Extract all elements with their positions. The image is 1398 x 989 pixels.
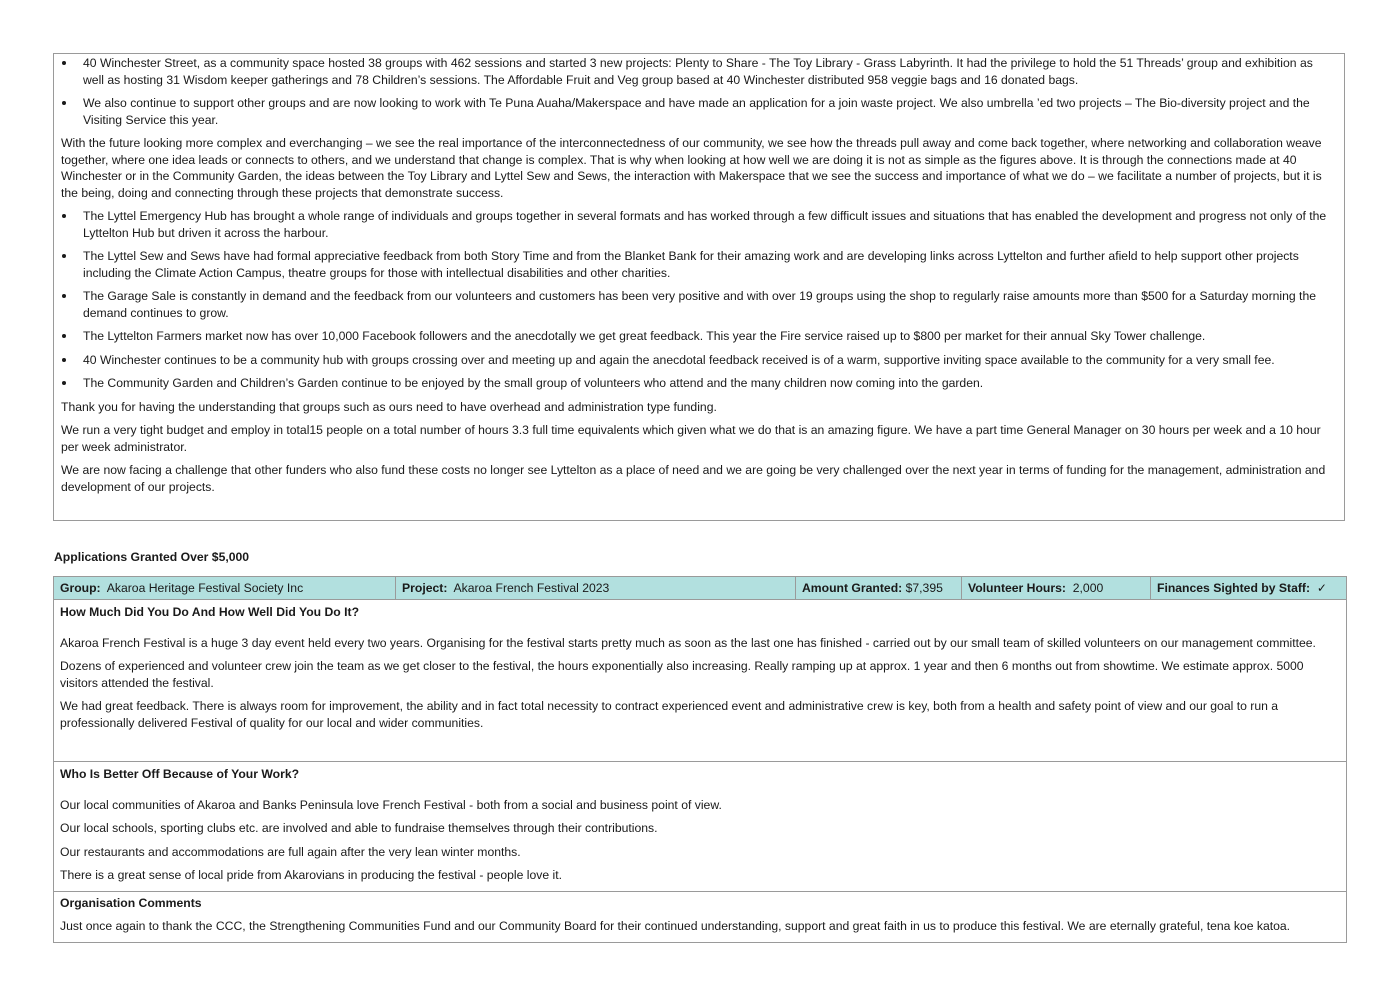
comments-row xyxy=(54,891,1347,942)
finances-cell xyxy=(1151,577,1347,600)
comments-cell xyxy=(54,891,1347,942)
bullet-list-top xyxy=(61,55,1334,128)
list-item xyxy=(61,208,1334,241)
list-item xyxy=(61,248,1334,281)
how-much-paragraph: Dozens of experienced and volunteer crew join the team as we get closer to the festival, the hours exponentially also increasing. Really ramping up at approx. 1 year and then 6 months out from showtime. We estimate approx. 5000 visitors attended the festival. xyxy=(60,659,1304,690)
report-text-box xyxy=(53,53,1345,521)
bullet-text: 40 Winchester continues to be a community hub with groups crossing over and meeting up and again the anecdotal feedback received is of a warm, supportive inviting space available to the community for a very small fee. xyxy=(83,352,1275,367)
volunteer-hours-label: Volunteer Hours: xyxy=(968,580,1066,595)
list-item xyxy=(61,288,1334,321)
volunteer-hours-cell xyxy=(962,577,1151,600)
project-value: Akaroa French Festival 2023 xyxy=(453,580,610,595)
amount-label: Amount Granted: xyxy=(802,580,903,595)
bullet-text: The Lyttel Emergency Hub has brought a whole range of individuals and groups together in several formats and has worked through a few difficult issues and situations that has enabled the development and progress not only of the Lyttelton Hub but driven it across the harbour. xyxy=(83,209,1327,240)
amount-cell xyxy=(796,577,962,600)
bullet-list-mid xyxy=(61,208,1334,392)
checkmark-icon: ✓ xyxy=(1316,580,1328,595)
paragraph-budget: We run a very tight budget and employ in total15 people on a total number of hours 3.3 full time equivalents which given what we do that is an amazing figure. We have a part time General Manager on 30 hours per week and a 10 hour per week administrator. xyxy=(61,423,1321,454)
bullet-icon xyxy=(62,61,66,65)
how-much-paragraph: We had great feedback. There is always room for improvement, the ability and in fact total necessity to contract experienced event and administrative crew is key, both from a health and safety point of view and our goal to run a professionally delivered Festival of quality for our local and wider communities. xyxy=(60,699,1279,730)
better-off-title: Who Is Better Off Because of Your Work? xyxy=(60,767,300,781)
project-label: Project: xyxy=(402,580,448,595)
better-off-paragraph: Our local schools, sporting clubs etc. are involved and able to fundraise themselves through their contributions. xyxy=(60,821,658,835)
section-heading: Applications Granted Over $5,000 xyxy=(54,550,250,564)
bullet-icon xyxy=(62,101,66,105)
bullet-icon xyxy=(62,254,66,258)
amount-value: $7,395 xyxy=(905,580,943,595)
better-off-paragraph: There is a great sense of local pride from Akarovians in producing the festival - people love it. xyxy=(60,868,562,882)
bullet-text: The Community Garden and Children’s Garden continue to be enjoyed by the small group of volunteers who attend and the many children now coming into the garden. xyxy=(83,376,984,390)
bullet-text: 40 Winchester Street, as a community space hosted 38 groups with 462 sessions and started 3 new projects: Plenty to Share - The Toy Library - Grass Labyrinth. It had the privilege to hold the 51 Threads’ group and exhibition as well as hosting 31 Wisdom keeper gatherings and 78 Children’s sessions. The Affordable Fruit and Veg group based at 40 Winchester distributed 958 veggie bags and 16 donated bags. xyxy=(83,56,1313,87)
volunteer-hours-value: 2,000 xyxy=(1072,580,1104,595)
project-cell xyxy=(396,577,796,600)
grant-header-row xyxy=(54,577,1347,600)
list-item xyxy=(61,375,1334,392)
bullet-text: The Garage Sale is constantly in demand and the feedback from our volunteers and customers has been very positive and with over 19 groups using the shop to regularly raise amounts more than $500 for a Saturday morning the demand continues to grow. xyxy=(83,289,1316,320)
bullet-icon xyxy=(62,294,66,298)
list-item xyxy=(61,95,1334,128)
bullet-icon xyxy=(62,358,66,362)
paragraph-future: With the future looking more complex and everchanging – we see the real importance of the interconnectedness of our community, we see how the threads pull away and come back together, where networking and collaboration weave together, where one idea leads or connects to others, and we understand that change is complex. That is why when looking at how well we are doing it is not as simple as the figures above. It is through the connections made at 40 Winchester or in the Community Garden, the ideas between the Toy Library and Lyttel Sew and Sews, the interaction with Makerspace that we see the success and importance of what we do – we facilitate a number of projects, but it is the being, doing and connecting through these projects that demonstrate success. xyxy=(61,136,1322,200)
finances-label: Finances Sighted by Staff: xyxy=(1157,580,1311,595)
how-much-paragraph: Akaroa French Festival is a huge 3 day event held every two years. Organising for the festival starts pretty much as soon as the last one has finished - carried out by our small team of skilled volunteers on our management committee. xyxy=(60,635,1316,650)
better-off-paragraph: Our local communities of Akaroa and Banks Peninsula love French Festival - both from a social and business point of view. xyxy=(60,797,722,812)
bullet-text: We also continue to support other groups and are now looking to work with Te Puna Auaha/Makerspace and have made an application for a join waste project. We also umbrella ’ed two projects – The Bio-diversity project and the Visiting Service this year. xyxy=(83,96,1310,127)
group-cell xyxy=(54,577,396,600)
bullet-text: The Lyttelton Farmers market now has over 10,000 Facebook followers and the anecdotally we get great feedback. This year the Fire service raised up to $800 per market for their annual Sky Tower challenge. xyxy=(83,329,1206,343)
how-much-title: How Much Did You Do And How Well Did You Do It? xyxy=(60,605,360,619)
paragraph-thanks: Thank you for having the understanding that groups such as ours need to have overhead and administration type funding. xyxy=(61,399,717,414)
better-off-row xyxy=(54,762,1347,892)
comments-text: Just once again to thank the CCC, the Strengthening Communities Fund and our Community Board for their continued understanding, support and great faith in us to produce this festival. We are eternally grateful, tena koe katoa. xyxy=(60,919,1291,933)
better-off-cell xyxy=(54,762,1347,892)
comments-title: Organisation Comments xyxy=(60,895,202,910)
list-item xyxy=(61,55,1334,88)
group-value: Akaroa Heritage Festival Society Inc xyxy=(106,580,304,595)
list-item xyxy=(61,328,1334,345)
bullet-icon xyxy=(62,334,66,338)
list-item xyxy=(61,352,1334,369)
grant-table xyxy=(53,576,1347,943)
bullet-icon xyxy=(62,214,66,218)
group-label: Group: xyxy=(60,580,101,595)
how-much-row xyxy=(54,600,1347,762)
bullet-icon xyxy=(62,381,66,385)
bullet-text: The Lyttel Sew and Sews have had formal appreciative feedback from both Story Time and from the Blanket Bank for their amazing work and are developing links across Lyttelton and further afield to help support other projects including the Climate Action Campus, theatre groups for those with intellectual disabilities and other charities. xyxy=(83,249,1299,280)
better-off-paragraph: Our restaurants and accommodations are full again after the very lean winter months. xyxy=(60,844,521,859)
paragraph-challenge: We are now facing a challenge that other funders who also fund these costs no longer see Lyttelton as a place of need and we are going be very challenged over the next year in terms of funding for the management, administration and development of our projects. xyxy=(61,463,1326,494)
how-much-cell xyxy=(54,600,1347,762)
